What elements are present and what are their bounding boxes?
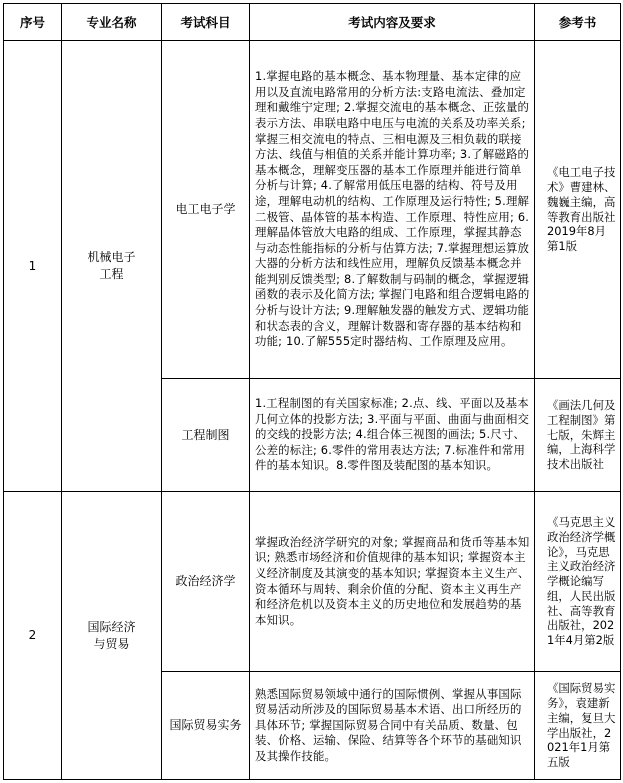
major-name-cell (62, 41, 162, 492)
header-row (4, 4, 621, 41)
subject-content: 1.掌握电路的基本概念、基本物理量、基本定律的应用以及直流电路常用的分析方法:支路电流法、叠加定理和戴维宁定理; 2.掌握交流电的基本概念、正弦量的表示方法、串联电路中电压与电流的关系及功率关系; 掌握三相交流电的特点、三相电源及三相负载的联接方法、线值与相值的关系并能计算功率; 3.了解磁路的基本概念，理解变压器的基本工作原理并能进行简单分析与计算; 4.了解常用低压电器的结构、符号及用途，理解电动机的结构、工作原理及运行特性; 5.理解二极管、晶体管的基本构造、工作原理、特性应用; 6.理解晶体管放大电路的组成、工作原理，掌握其静态与动态性能指标的分析与估算方法; 7.掌握理想运算放大器的分析方法和线性应用，理解负反馈基本概念并能判别反馈类型; 8.了解数制与码制的概念，掌握逻辑函数的表示及化简方法; 掌握门电路和组合逻辑电路的分析与设计方法; 9.理解触发器的触发方式、逻辑功能和状态表的含义，理解计数器和寄存器的基本结构和功能; 10.了解555定时器结构、工作原理及应用。 (250, 41, 535, 379)
reference-book: 《国际贸易实务》，袁建新主编，复旦大学出版社，2021年1月第五版 (535, 672, 621, 780)
row-number: 2 (4, 492, 62, 780)
header-subject: 考试科目 (162, 4, 250, 41)
subject-content: 熟悉国际贸易领域中通行的国际惯例、掌握从事国际贸易活动所涉及的国际贸易基本术语、出口所经历的具体环节; 掌握国际贸易合同中有关品质、数量、包装、价格、运输、保险、结算等各个环节的基础知识及其操作技能。 (250, 672, 535, 780)
major-name: 机械电子工程 (87, 250, 136, 281)
reference-book: 《电工电子技术》曹建林、魏巍主编，高等教育出版社2019年8月第1版 (535, 41, 621, 379)
major-name: 国际经济与贸易 (87, 619, 136, 651)
header-no: 序号 (4, 4, 62, 41)
reference-book: 《马克思主义政治经济学概论》，马克思主义政治经济学概论编写组，人民出版社、高等教育出版社，2021年4月第2版 (535, 492, 621, 672)
subject-name: 电工电子学 (162, 41, 250, 379)
row-number: 1 (4, 41, 62, 492)
subject-content: 1.工程制图的有关国家标准; 2.点、线、平面以及基本几何立体的投影方法; 3.平面与平面、曲面与曲面相交的交线的投影方法; 4.组合体三视图的画法; 5.尺寸、公差的标注; 6.零件的常用表达方法; 7.标准件和常用件的基本知识。8.零件图及装配图的基本知识。 (250, 379, 535, 492)
subject-name: 政治经济学 (162, 492, 250, 672)
major-name-cell (62, 492, 162, 780)
reference-book: 《画法几何及工程制图》第七版，朱辉主编，上海科学技术出版社 (535, 379, 621, 492)
header-major: 专业名称 (62, 4, 162, 41)
table-row (4, 492, 621, 672)
subject-content: 掌握政治经济学研究的对象; 掌握商品和货币等基本知识; 熟悉市场经济和价值规律的基本知识; 掌握资本主义经济制度及其演变的基本知识; 掌握资本主义生产、资本循环与周转、剩余价值的分配、资本主义再生产和经济危机以及资本主义的历史地位和发展趋势的基本知识。 (250, 492, 535, 672)
subject-name: 国际贸易实务 (162, 672, 250, 780)
exam-requirements-table (3, 3, 621, 780)
header-content: 考试内容及要求 (250, 4, 535, 41)
subject-name: 工程制图 (162, 379, 250, 492)
table-row (4, 41, 621, 379)
header-book: 参考书 (535, 4, 621, 41)
